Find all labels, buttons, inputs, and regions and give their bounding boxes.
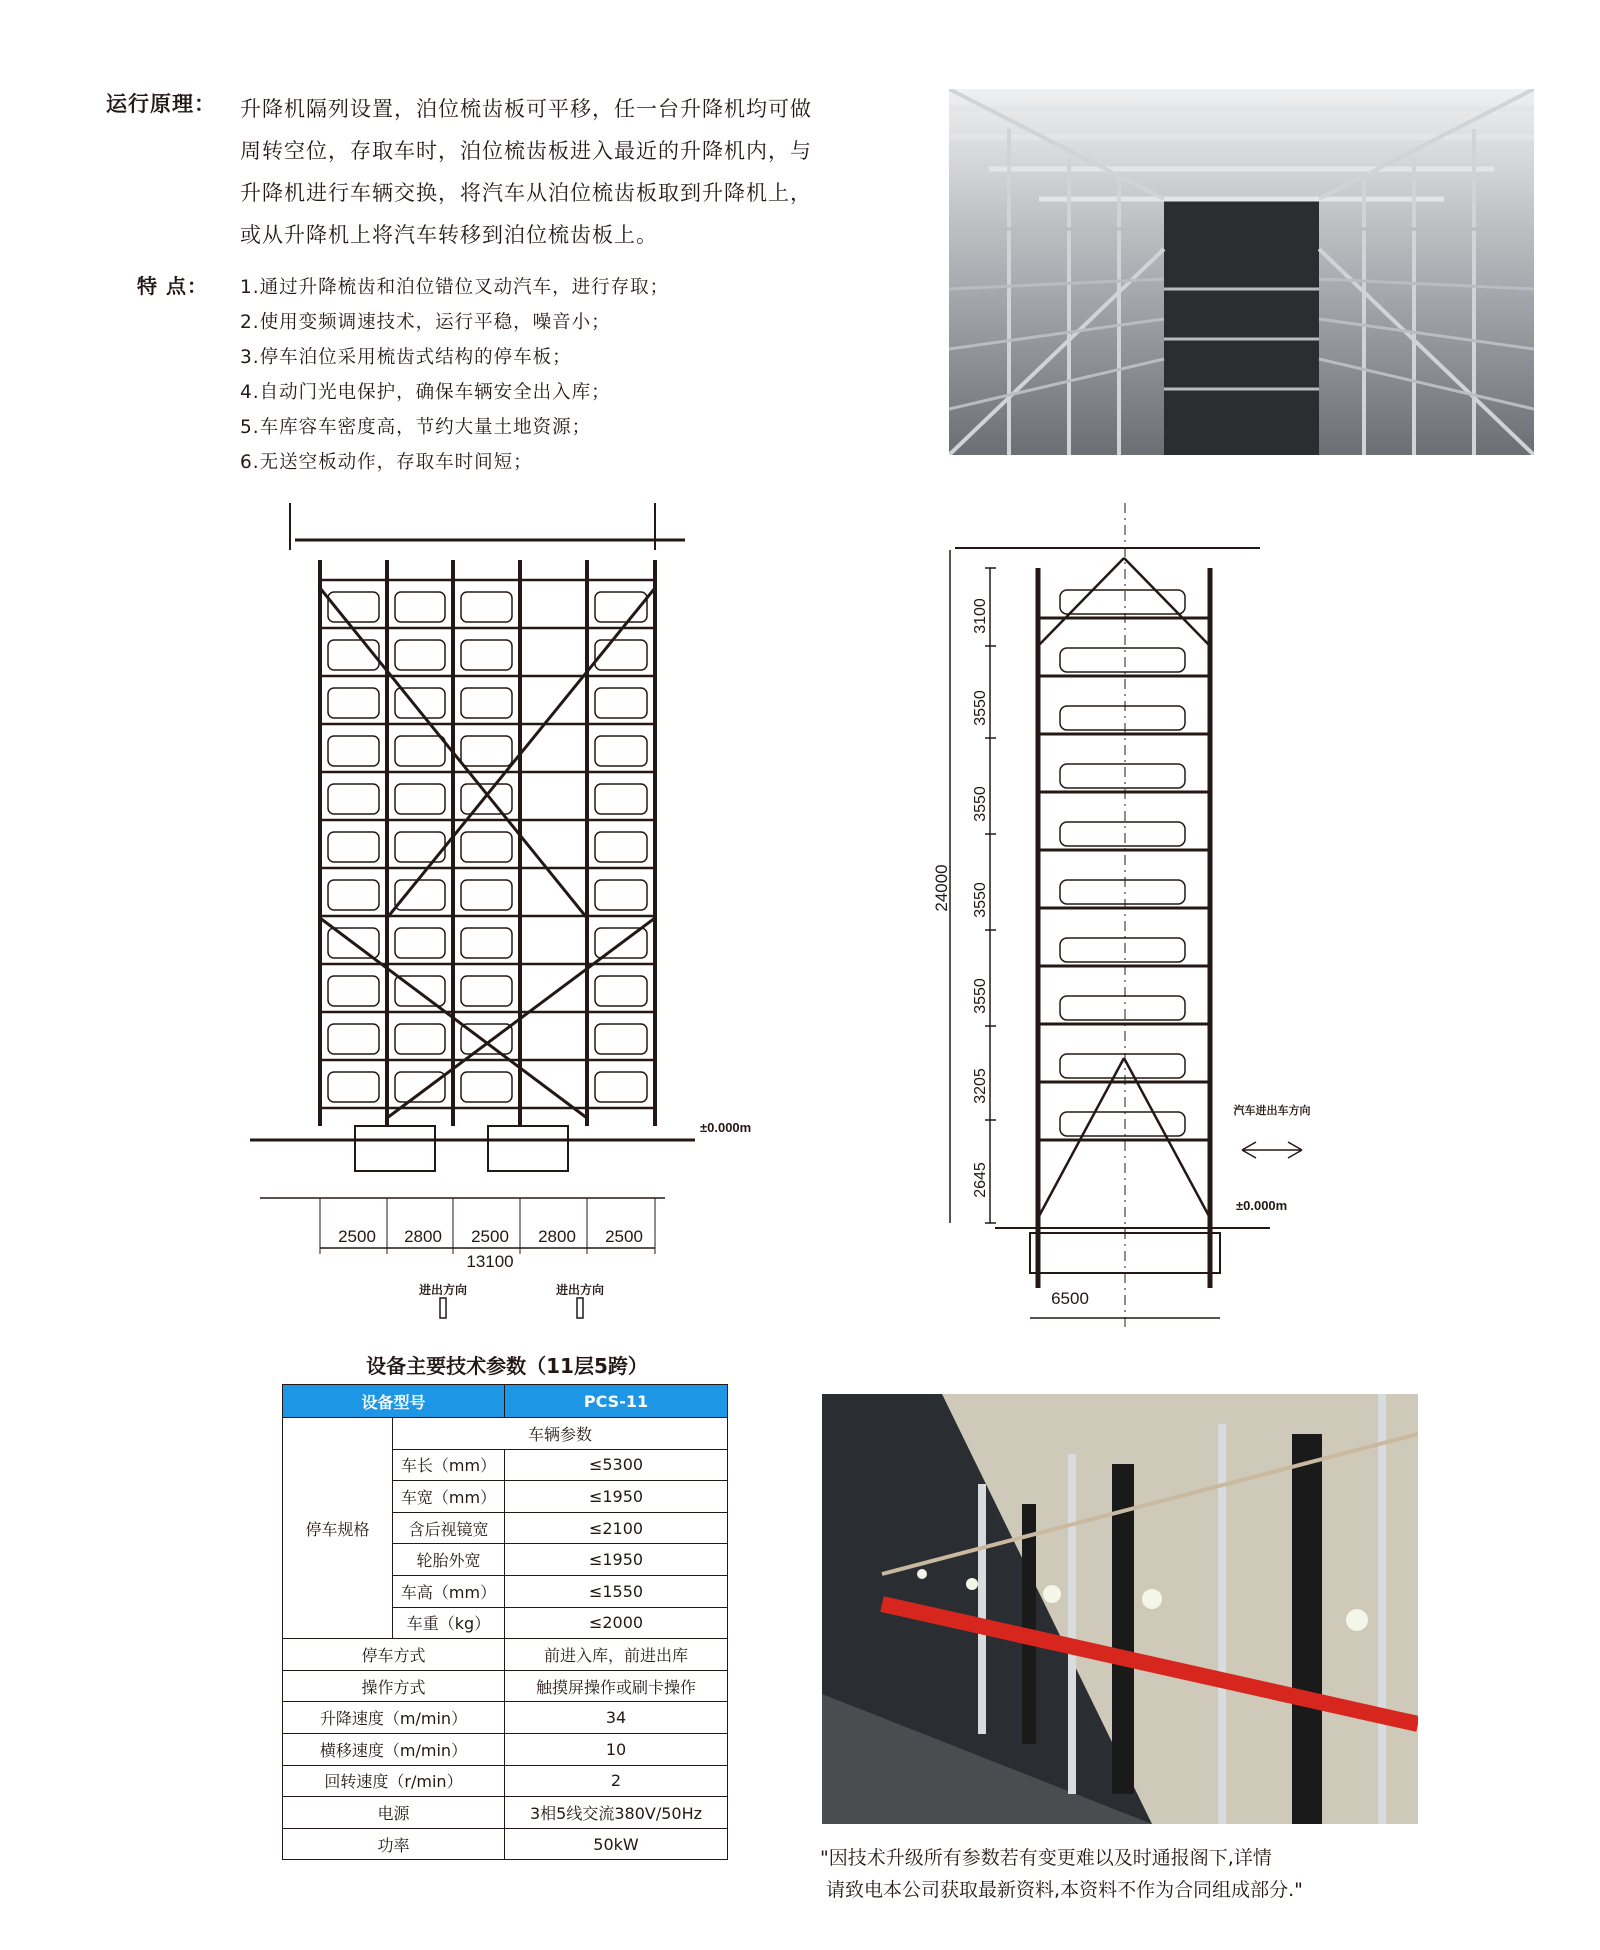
row-value: 10 — [505, 1733, 728, 1765]
row-value: ≤5300 — [505, 1449, 728, 1481]
front-parked-car — [595, 832, 647, 862]
row-value: 前进入库，前进出库 — [505, 1639, 728, 1671]
front-parked-car — [461, 928, 512, 958]
table-row — [283, 1670, 728, 1702]
front-total-width-label: 13100 — [466, 1252, 514, 1271]
side-elevation-svg — [930, 498, 1350, 1330]
row-value: ≤2000 — [505, 1607, 728, 1639]
side-parked-car — [1060, 1112, 1185, 1136]
entry-direction-label: 进出方向 — [555, 1283, 605, 1297]
garage-corridor-photo — [822, 1394, 1418, 1824]
front-parked-car — [461, 784, 512, 814]
front-lift-pit — [488, 1126, 568, 1171]
row-label: 车长（mm） — [393, 1449, 505, 1481]
front-span-label: 2500 — [338, 1227, 376, 1246]
row-label: 电源 — [283, 1797, 505, 1829]
model-label: 设备型号 — [283, 1385, 505, 1418]
row-value: ≤1950 — [505, 1544, 728, 1576]
spec-table — [282, 1384, 728, 1860]
front-parked-car — [461, 640, 512, 670]
table-row — [283, 1797, 728, 1829]
feature-item: 6.无送空板动作，存取车时间短； — [240, 452, 533, 473]
row-label: 车重（kg） — [393, 1607, 505, 1639]
front-parked-car — [595, 1072, 647, 1102]
front-parked-car — [595, 784, 647, 814]
front-parked-car — [328, 832, 379, 862]
front-parked-car — [395, 1072, 445, 1102]
front-parked-car — [461, 736, 512, 766]
front-parked-car — [461, 1072, 512, 1102]
table-row — [283, 1639, 728, 1671]
front-lift-pit — [355, 1126, 435, 1171]
front-parked-car — [328, 1072, 379, 1102]
principle-label: 运行原理： — [106, 92, 216, 116]
front-parked-car — [461, 880, 512, 910]
row-value: 3相5线交流380V/50Hz — [505, 1797, 728, 1829]
side-parked-car — [1060, 648, 1185, 672]
front-parked-car — [595, 1024, 647, 1054]
features-list — [240, 270, 800, 480]
row-label: 横移速度（m/min） — [283, 1733, 505, 1765]
front-parked-car — [328, 880, 379, 910]
feature-item: 2.使用变频调速技术，运行平稳，噪音小； — [240, 312, 611, 333]
feature-item: 3.停车泊位采用梳齿式结构的停车板； — [240, 347, 572, 368]
front-parked-car — [395, 1024, 445, 1054]
front-parked-car — [595, 640, 647, 670]
entry-direction-arrow-icon — [577, 1298, 583, 1318]
front-parked-car — [461, 592, 512, 622]
row-label: 车高（mm） — [393, 1575, 505, 1607]
front-parked-car — [328, 976, 379, 1006]
side-parked-car — [1060, 822, 1185, 846]
row-label: 车宽（mm） — [393, 1481, 505, 1513]
side-total-height-label: 24000 — [932, 864, 951, 912]
front-parked-car — [395, 640, 445, 670]
front-parked-car — [595, 736, 647, 766]
row-label: 轮胎外宽 — [393, 1544, 505, 1576]
garage-shaft-photo — [949, 89, 1534, 455]
table-row — [283, 1765, 728, 1797]
feature-item: 1.通过升降梳齿和泊位错位叉动汽车，进行存取； — [240, 277, 670, 298]
car-direction-label: 汽车进出车方向 — [1233, 1105, 1311, 1117]
row-label: 停车方式 — [283, 1639, 505, 1671]
side-parked-car — [1060, 1054, 1185, 1078]
row-label: 功率 — [283, 1828, 505, 1860]
table-header-row — [283, 1385, 728, 1418]
front-parked-car — [328, 1024, 379, 1054]
row-value: ≤2100 — [505, 1512, 728, 1544]
entry-direction-arrow-icon — [440, 1298, 446, 1318]
model-value: PCS-11 — [505, 1385, 728, 1418]
table-row — [283, 1702, 728, 1734]
front-span-label: 2500 — [605, 1227, 643, 1246]
principle-line: 或从升降机上将汽车转移到泊位梳齿板上。 — [240, 223, 658, 247]
side-level-height-label: 3550 — [972, 882, 989, 918]
side-diagonal-brace — [1038, 558, 1124, 646]
front-parked-car — [461, 976, 512, 1006]
front-parked-car — [461, 688, 512, 718]
side-level-height-label: 3550 — [972, 978, 989, 1014]
row-value: ≤1550 — [505, 1575, 728, 1607]
feature-item: 5.车库容车密度高，节约大量土地资源； — [240, 417, 592, 438]
row-value: 34 — [505, 1702, 728, 1734]
front-parked-car — [328, 736, 379, 766]
front-parked-car — [395, 880, 445, 910]
side-level-height-label: 3205 — [972, 1068, 989, 1104]
front-elevation-svg — [245, 498, 765, 1330]
row-label: 回转速度（r/min） — [283, 1765, 505, 1797]
front-parked-car — [595, 688, 647, 718]
front-parked-car — [461, 832, 512, 862]
table-row — [283, 1418, 728, 1450]
side-parked-car — [1060, 938, 1185, 962]
feature-item: 4.自动门光电保护，确保车辆安全出入库； — [240, 382, 611, 403]
side-diagonal-brace — [1124, 558, 1210, 646]
principle-line: 周转空位，存取车时，泊位梳齿板进入最近的升降机内，与 — [240, 139, 812, 163]
corridor-illustration — [822, 1394, 1418, 1824]
principle-text — [240, 88, 890, 256]
front-parked-car — [328, 640, 379, 670]
table-row — [283, 1733, 728, 1765]
spec-table-title: 设备主要技术参数（11层5跨） — [366, 1354, 648, 1378]
entry-direction-label: 进出方向 — [418, 1283, 468, 1297]
side-parked-car — [1060, 996, 1185, 1020]
front-parked-car — [395, 928, 445, 958]
row-label: 含后视镜宽 — [393, 1512, 505, 1544]
group-caption: 车辆参数 — [393, 1418, 728, 1450]
front-parked-car — [595, 976, 647, 1006]
front-parked-car — [395, 736, 445, 766]
side-level-height-label: 3550 — [972, 690, 989, 726]
disclaimer-note — [820, 1842, 1420, 1906]
principle-line: 升降机隔列设置，泊位梳齿板可平移，任一台升降机均可做 — [240, 97, 812, 121]
note-line: "因技术升级所有参数若有变更难以及时通报阁下,详情 — [820, 1847, 1272, 1869]
side-parked-car — [1060, 706, 1185, 730]
features-label: 特 点： — [137, 274, 208, 298]
front-ground-level-label: ±0.000m — [700, 1120, 752, 1135]
shaft-structure-illustration — [949, 89, 1534, 455]
group-label: 停车规格 — [283, 1418, 393, 1639]
row-value: 触摸屏操作或刷卡操作 — [505, 1670, 728, 1702]
principle-line: 升降机进行车辆交换，将汽车从泊位梳齿板取到升降机上， — [240, 181, 812, 205]
double-arrow-icon — [1242, 1142, 1302, 1158]
table-row — [283, 1828, 728, 1860]
front-parked-car — [395, 592, 445, 622]
side-parked-car — [1060, 880, 1185, 904]
front-elevation-drawing — [245, 498, 765, 1330]
side-level-height-label: 3550 — [972, 786, 989, 822]
front-span-label: 2800 — [404, 1227, 442, 1246]
side-ground-level-label: ±0.000m — [1236, 1198, 1288, 1213]
side-level-height-label: 2645 — [972, 1162, 989, 1198]
note-line: 请致电本公司获取最新资料,本资料不作为合同组成部分." — [820, 1879, 1303, 1901]
row-label: 操作方式 — [283, 1670, 505, 1702]
row-value: 50kW — [505, 1828, 728, 1860]
front-parked-car — [328, 784, 379, 814]
side-width-label: 6500 — [1051, 1289, 1089, 1308]
side-level-height-label: 3100 — [972, 598, 989, 634]
side-elevation-drawing — [930, 498, 1350, 1330]
front-parked-car — [595, 880, 647, 910]
front-parked-car — [328, 688, 379, 718]
row-value: 2 — [505, 1765, 728, 1797]
front-span-label: 2800 — [538, 1227, 576, 1246]
side-parked-car — [1060, 764, 1185, 788]
front-span-label: 2500 — [471, 1227, 509, 1246]
row-value: ≤1950 — [505, 1481, 728, 1513]
row-label: 升降速度（m/min） — [283, 1702, 505, 1734]
front-parked-car — [395, 784, 445, 814]
